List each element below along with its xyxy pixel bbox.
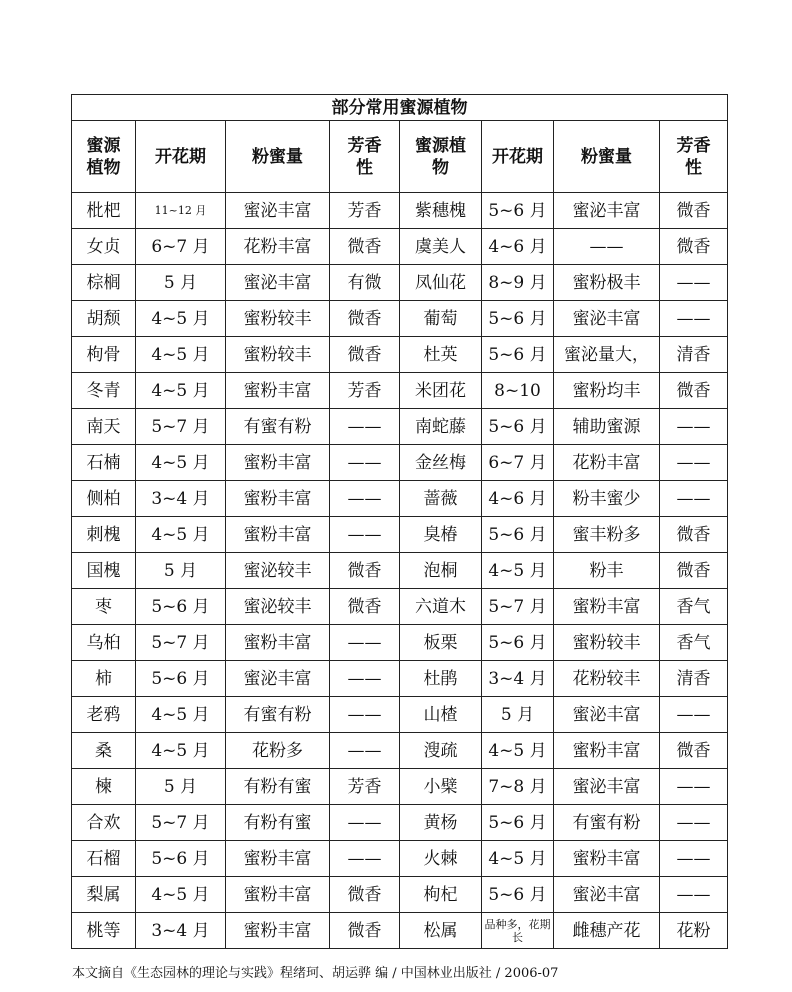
table-cell: 微香 — [330, 877, 400, 913]
column-header: 粉蜜量 — [226, 121, 330, 193]
table-title: 部分常用蜜源植物 — [72, 95, 728, 121]
table-cell: 南天 — [72, 409, 136, 445]
table-cell: 5~7 月 — [136, 805, 226, 841]
table-cell: 有粉有蜜 — [226, 805, 330, 841]
table-cell: 5~6 月 — [482, 337, 554, 373]
table-cell: 石榴 — [72, 841, 136, 877]
table-cell: 4~5 月 — [136, 373, 226, 409]
table-cell: 柿 — [72, 661, 136, 697]
table-cell: 杜英 — [400, 337, 482, 373]
table-row — [72, 481, 728, 517]
honey-plant-table — [71, 94, 728, 949]
table-cell: 蜜粉丰富 — [226, 517, 330, 553]
table-cell: 微香 — [330, 337, 400, 373]
table-cell: 粉丰蜜少 — [554, 481, 660, 517]
table-cell: 5~6 月 — [136, 661, 226, 697]
table-cell: —— — [330, 445, 400, 481]
table-cell: 梨属 — [72, 877, 136, 913]
table-cell: 溲疏 — [400, 733, 482, 769]
table-cell: 侧柏 — [72, 481, 136, 517]
table-row — [72, 877, 728, 913]
table-cell: 蜜粉较丰 — [554, 625, 660, 661]
table-cell: 板栗 — [400, 625, 482, 661]
table-cell: —— — [330, 481, 400, 517]
table-cell: 松属 — [400, 913, 482, 949]
table-cell: 微香 — [330, 229, 400, 265]
table-cell: 微香 — [660, 373, 728, 409]
table-cell: 花粉较丰 — [554, 661, 660, 697]
table-cell: 5~6 月 — [482, 877, 554, 913]
table-cell: —— — [330, 409, 400, 445]
table-cell: 香气 — [660, 589, 728, 625]
table-cell: 黄杨 — [400, 805, 482, 841]
table-cell: 香气 — [660, 625, 728, 661]
table-row — [72, 337, 728, 373]
table-cell: 桑 — [72, 733, 136, 769]
table-row — [72, 265, 728, 301]
table-cell: 泡桐 — [400, 553, 482, 589]
table-cell: 蜜粉丰富 — [226, 625, 330, 661]
table-cell: 微香 — [660, 229, 728, 265]
table-cell: 杜鹃 — [400, 661, 482, 697]
table-cell: 5~6 月 — [482, 301, 554, 337]
table-cell: 蜜泌丰富 — [226, 661, 330, 697]
table-cell: —— — [660, 805, 728, 841]
table-cell: 臭椿 — [400, 517, 482, 553]
table-cell: 蜜粉丰富 — [554, 733, 660, 769]
table-cell: 葡萄 — [400, 301, 482, 337]
table-cell: 蜜粉较丰 — [226, 337, 330, 373]
table-cell: —— — [660, 769, 728, 805]
table-row — [72, 697, 728, 733]
table-cell: 4~5 月 — [136, 697, 226, 733]
table-cell: 枸杞 — [400, 877, 482, 913]
table-row — [72, 553, 728, 589]
table-cell: 蜜泌丰富 — [554, 301, 660, 337]
table-row — [72, 589, 728, 625]
table-row — [72, 373, 728, 409]
table-cell: —— — [330, 625, 400, 661]
table-cell: 凤仙花 — [400, 265, 482, 301]
table-cell: —— — [330, 661, 400, 697]
table-cell: 蜜泌丰富 — [554, 877, 660, 913]
table-cell: 蜜泌丰富 — [554, 193, 660, 229]
table-row — [72, 193, 728, 229]
table-cell: —— — [660, 841, 728, 877]
table-cell: 蜜粉丰富 — [226, 877, 330, 913]
table-cell: 4~5 月 — [136, 445, 226, 481]
table-cell: 蜜粉均丰 — [554, 373, 660, 409]
table-row — [72, 913, 728, 949]
source-caption: 本文摘自《生态园林的理论与实践》程绪珂、胡运骅 编 / 中国林业出版社 / 2006-07 — [72, 966, 559, 981]
table-cell: 5 月 — [482, 697, 554, 733]
table-cell: 棕榈 — [72, 265, 136, 301]
table-cell: 蜜泌丰富 — [226, 265, 330, 301]
table-row — [72, 805, 728, 841]
table-cell: 5~6 月 — [482, 517, 554, 553]
table-cell-text: 11~12 月 — [154, 204, 207, 217]
table-cell: 4~5 月 — [136, 337, 226, 373]
table-cell: 枸骨 — [72, 337, 136, 373]
table-cell: 楝 — [72, 769, 136, 805]
table-cell: 芳香 — [330, 373, 400, 409]
table-cell: 蜜粉极丰 — [554, 265, 660, 301]
table-cell: —— — [554, 229, 660, 265]
table-cell: 清香 — [660, 661, 728, 697]
table-cell: 8~9 月 — [482, 265, 554, 301]
table-cell: —— — [660, 877, 728, 913]
table-cell: 5 月 — [136, 553, 226, 589]
column-header: 芳香性 — [660, 121, 728, 193]
table-cell: 7~8 月 — [482, 769, 554, 805]
table-cell: 蜜粉丰富 — [226, 913, 330, 949]
table-cell: 六道木 — [400, 589, 482, 625]
table-cell: 小檗 — [400, 769, 482, 805]
table-row — [72, 445, 728, 481]
table-cell: 4~5 月 — [482, 841, 554, 877]
table-cell: 5 月 — [136, 769, 226, 805]
table-cell: —— — [660, 301, 728, 337]
table-cell: 花粉 — [660, 913, 728, 949]
table-cell: —— — [660, 697, 728, 733]
table-cell: 蜜泌丰富 — [226, 193, 330, 229]
table-cell: 胡颓 — [72, 301, 136, 337]
table-row — [72, 301, 728, 337]
table-cell: 紫穗槐 — [400, 193, 482, 229]
table-cell: 6~7 月 — [482, 445, 554, 481]
table-cell: 微香 — [330, 553, 400, 589]
table-cell: 花粉丰富 — [226, 229, 330, 265]
table-row — [72, 517, 728, 553]
table-cell: 蜜粉丰富 — [226, 481, 330, 517]
table-cell: 桃等 — [72, 913, 136, 949]
table-cell: 枣 — [72, 589, 136, 625]
table-cell: 微香 — [660, 733, 728, 769]
table-cell: 微香 — [330, 913, 400, 949]
table-cell: 5~6 月 — [482, 193, 554, 229]
table-row — [72, 841, 728, 877]
table-row — [72, 409, 728, 445]
table-cell: 5~7 月 — [482, 589, 554, 625]
table-cell: 火棘 — [400, 841, 482, 877]
table-cell: 石楠 — [72, 445, 136, 481]
table-cell: 3~4 月 — [136, 913, 226, 949]
table-cell: 蔷薇 — [400, 481, 482, 517]
table-cell-text: 品种多，花期长 — [484, 917, 551, 944]
column-header: 蜜源植物 — [72, 121, 136, 193]
table-cell: 微香 — [660, 193, 728, 229]
table-cell: 蜜泌较丰 — [226, 589, 330, 625]
table-cell: 4~6 月 — [482, 481, 554, 517]
table-cell: 5~6 月 — [482, 409, 554, 445]
column-header: 芳香性 — [330, 121, 400, 193]
table-row — [72, 769, 728, 805]
table-cell: 5~7 月 — [136, 409, 226, 445]
table-cell: 4~5 月 — [482, 553, 554, 589]
table-cell: 蜜粉丰富 — [554, 589, 660, 625]
table-cell: 3~4 月 — [482, 661, 554, 697]
table-cell: —— — [330, 697, 400, 733]
table-cell: 山楂 — [400, 697, 482, 733]
table-cell: 4~5 月 — [136, 301, 226, 337]
table-cell: 芳香 — [330, 769, 400, 805]
table-cell: 4~5 月 — [136, 733, 226, 769]
table-cell: —— — [330, 733, 400, 769]
table-row — [72, 661, 728, 697]
table-cell: —— — [330, 517, 400, 553]
table-cell: 雌穗产花 — [554, 913, 660, 949]
table-cell: 蜜丰粉多 — [554, 517, 660, 553]
table-cell: 辅助蜜源 — [554, 409, 660, 445]
table-cell: 有蜜有粉 — [554, 805, 660, 841]
table-cell: 花粉丰富 — [554, 445, 660, 481]
table-cell: —— — [660, 265, 728, 301]
table-cell: 枇杷 — [72, 193, 136, 229]
table-cell: 清香 — [660, 337, 728, 373]
table-cell: 8~10 — [482, 373, 554, 409]
table-cell: 5~6 月 — [136, 841, 226, 877]
table-cell: 金丝梅 — [400, 445, 482, 481]
table-row — [72, 229, 728, 265]
table-cell: 老鸦 — [72, 697, 136, 733]
table-cell: 有蜜有粉 — [226, 697, 330, 733]
table-cell: 花粉多 — [226, 733, 330, 769]
table-cell: 有微 — [330, 265, 400, 301]
column-header: 蜜源植物 — [400, 121, 482, 193]
table-cell: 有粉有蜜 — [226, 769, 330, 805]
column-header: 粉蜜量 — [554, 121, 660, 193]
table-cell: 女贞 — [72, 229, 136, 265]
table-cell: 有蜜有粉 — [226, 409, 330, 445]
table-cell: 4~6 月 — [482, 229, 554, 265]
table-cell: 蜜粉较丰 — [226, 301, 330, 337]
table-cell: 国槐 — [72, 553, 136, 589]
table-cell: 3~4 月 — [136, 481, 226, 517]
column-header: 开花期 — [136, 121, 226, 193]
table-cell — [136, 193, 226, 229]
table-cell: 虞美人 — [400, 229, 482, 265]
table-cell: —— — [660, 445, 728, 481]
table-cell: 蜜粉丰富 — [226, 841, 330, 877]
table-cell: 4~5 月 — [136, 877, 226, 913]
table-cell: 蜜泌量大， — [554, 337, 660, 373]
table-cell: 蜜粉丰富 — [554, 841, 660, 877]
table-cell: 米团花 — [400, 373, 482, 409]
table-cell: 微香 — [660, 553, 728, 589]
table-cell: 南蛇藤 — [400, 409, 482, 445]
table-cell: 蜜泌丰富 — [554, 697, 660, 733]
table-cell: 蜜泌较丰 — [226, 553, 330, 589]
table-cell: 微香 — [660, 517, 728, 553]
table-cell: 乌桕 — [72, 625, 136, 661]
table-cell: 合欢 — [72, 805, 136, 841]
table-cell: 5 月 — [136, 265, 226, 301]
table-cell: —— — [330, 841, 400, 877]
table-cell: 冬青 — [72, 373, 136, 409]
column-header: 开花期 — [482, 121, 554, 193]
table-cell: 微香 — [330, 301, 400, 337]
table-cell — [482, 913, 554, 949]
table-cell: 蜜粉丰富 — [226, 373, 330, 409]
table-cell: 芳香 — [330, 193, 400, 229]
table-cell: 刺槐 — [72, 517, 136, 553]
table-row — [72, 625, 728, 661]
table-cell: 4~5 月 — [136, 517, 226, 553]
table-cell: 蜜泌丰富 — [554, 769, 660, 805]
table-cell: 5~7 月 — [136, 625, 226, 661]
table-cell: 5~6 月 — [482, 805, 554, 841]
table-cell: 5~6 月 — [482, 625, 554, 661]
table-cell: 粉丰 — [554, 553, 660, 589]
table-cell: —— — [660, 481, 728, 517]
table-cell: 4~5 月 — [482, 733, 554, 769]
table-row — [72, 733, 728, 769]
table-cell: —— — [330, 805, 400, 841]
table-cell: 6~7 月 — [136, 229, 226, 265]
table-cell: —— — [660, 409, 728, 445]
table-cell: 5~6 月 — [136, 589, 226, 625]
table-cell: 蜜粉丰富 — [226, 445, 330, 481]
table-cell: 微香 — [330, 589, 400, 625]
